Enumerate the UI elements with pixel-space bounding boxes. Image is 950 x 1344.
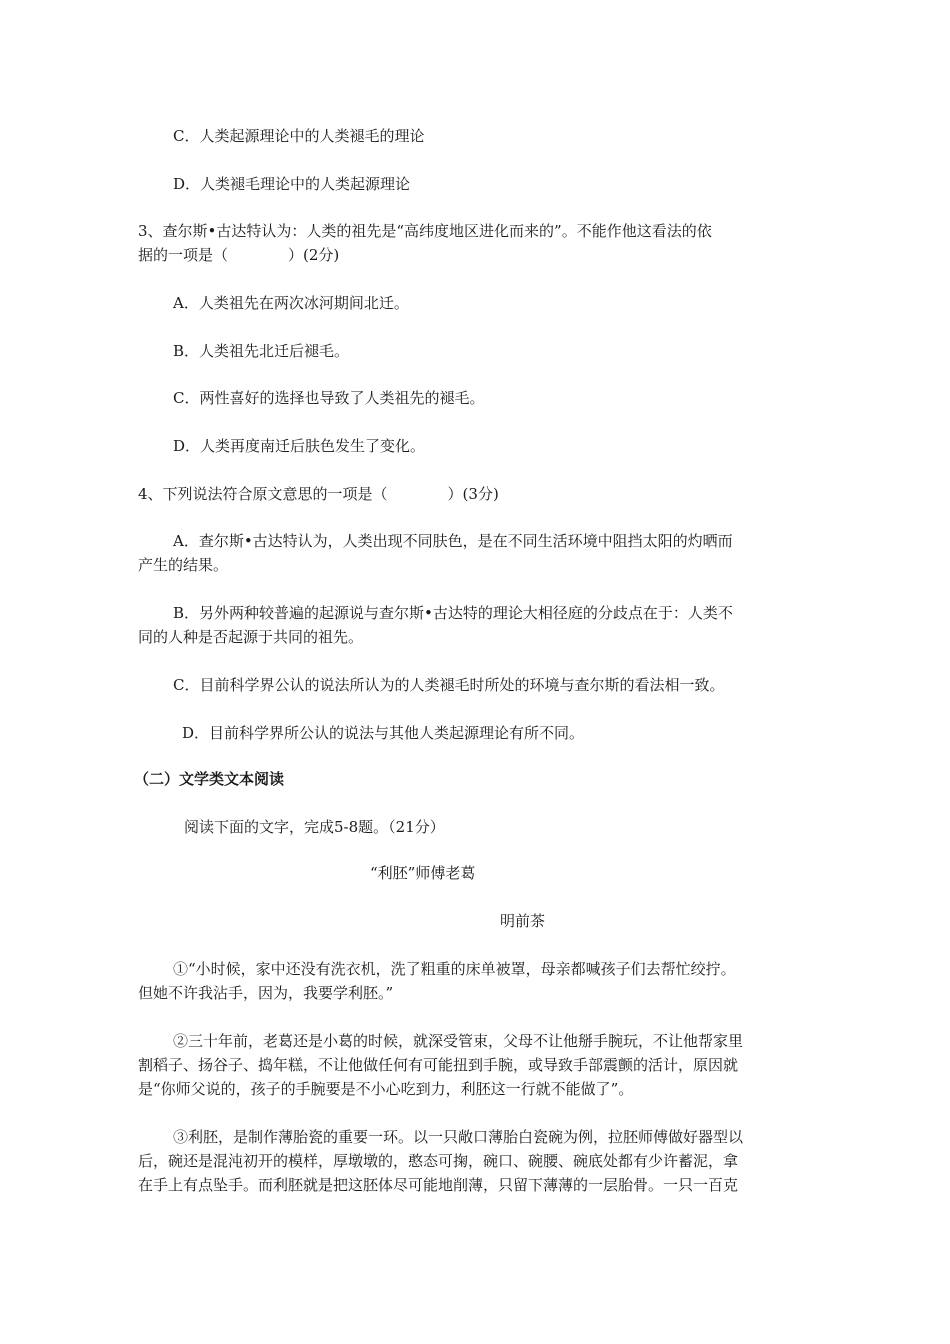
option-a-q3: A．人类祖先在两次冰河期间北迁。 (173, 294, 409, 312)
option-b-q4-line-1: B．另外两种较普遍的起源说与查尔斯•古达特的理论大相径庭的分歧点在于：人类不 (173, 604, 733, 622)
paragraph-1-line-1: ①“小时候，家中还没有洗衣机，洗了粗重的床单被罩，母亲都喊孩子们去帮忙绞拧。 (173, 960, 736, 978)
option-c-q2: C．人类起源理论中的人类褪毛的理论 (173, 127, 425, 145)
paragraph-2-line-3: 是“你师父说的，孩子的手腕要是不小心吃到力，利胚这一行就不能做了”。 (138, 1080, 634, 1098)
option-a-q4-line-2: 产生的结果。 (138, 556, 229, 574)
option-a-q4-line-1: A．查尔斯•古达特认为，人类出现不同肤色，是在不同生活环境中阻挡太阳的灼晒而 (173, 532, 733, 550)
option-c-q3: C．两性喜好的选择也导致了人类祖先的褪毛。 (173, 389, 485, 407)
paragraph-2-line-1: ②三十年前，老葛还是小葛的时候，就深受管束，父母不让他掰手腕玩，不让他帮家里 (173, 1032, 744, 1050)
option-d-q3: D．人类再度南迁后肤色发生了变化。 (173, 437, 426, 455)
option-b-q4-line-2: 同的人种是否起源于共同的祖先。 (138, 628, 364, 646)
paragraph-3-line-1: ③利胚，是制作薄胎瓷的重要一环。以一只敞口薄胎白瓷碗为例，拉胚师傅做好器型以 (173, 1128, 744, 1146)
section-heading: （二）文学类文本阅读 (134, 770, 285, 788)
reading-instruction: 阅读下面的文字，完成5-8题。（21分） (184, 818, 445, 836)
option-d-q4: D．目前科学界所公认的说法与其他人类起源理论有所不同。 (182, 724, 585, 742)
paragraph-3-line-2: 后，碗还是混沌初开的模样，厚墩墩的，憨态可掬，碗口、碗腰、碗底处都有少许蓄泥，拿 (138, 1152, 739, 1170)
paragraph-1-line-2: 但她不许我沾手，因为，我要学利胚。” (138, 984, 394, 1002)
option-c-q4: C．目前科学界公认的说法所认为的人类褪毛时所处的环境与查尔斯的看法相一致。 (173, 676, 725, 694)
question-4: 4、下列说法符合原文意思的一项是（ ）(3分) (138, 485, 499, 503)
option-d-q2: D．人类褪毛理论中的人类起源理论 (173, 175, 411, 193)
paragraph-3-line-3: 在手上有点坠手。而利胚就是把这胚体尽可能地削薄，只留下薄薄的一层胎骨。一只一百克 (138, 1176, 739, 1194)
article-title: “利胚”师傅老葛 (370, 864, 476, 882)
paragraph-2-line-2: 割稻子、扬谷子、捣年糕，不让他做任何有可能扭到手腕，或导致手部震颤的活计，原因就 (138, 1056, 739, 1074)
question-3-line-1: 3、查尔斯•古达特认为：人类的祖先是“高纬度地区进化而来的”。不能作他这看法的依 (138, 222, 712, 240)
question-3-line-2: 据的一项是（ ）(2分) (138, 246, 340, 264)
option-b-q3: B．人类祖先北迁后褪毛。 (173, 342, 350, 360)
article-author: 明前茶 (500, 912, 546, 930)
